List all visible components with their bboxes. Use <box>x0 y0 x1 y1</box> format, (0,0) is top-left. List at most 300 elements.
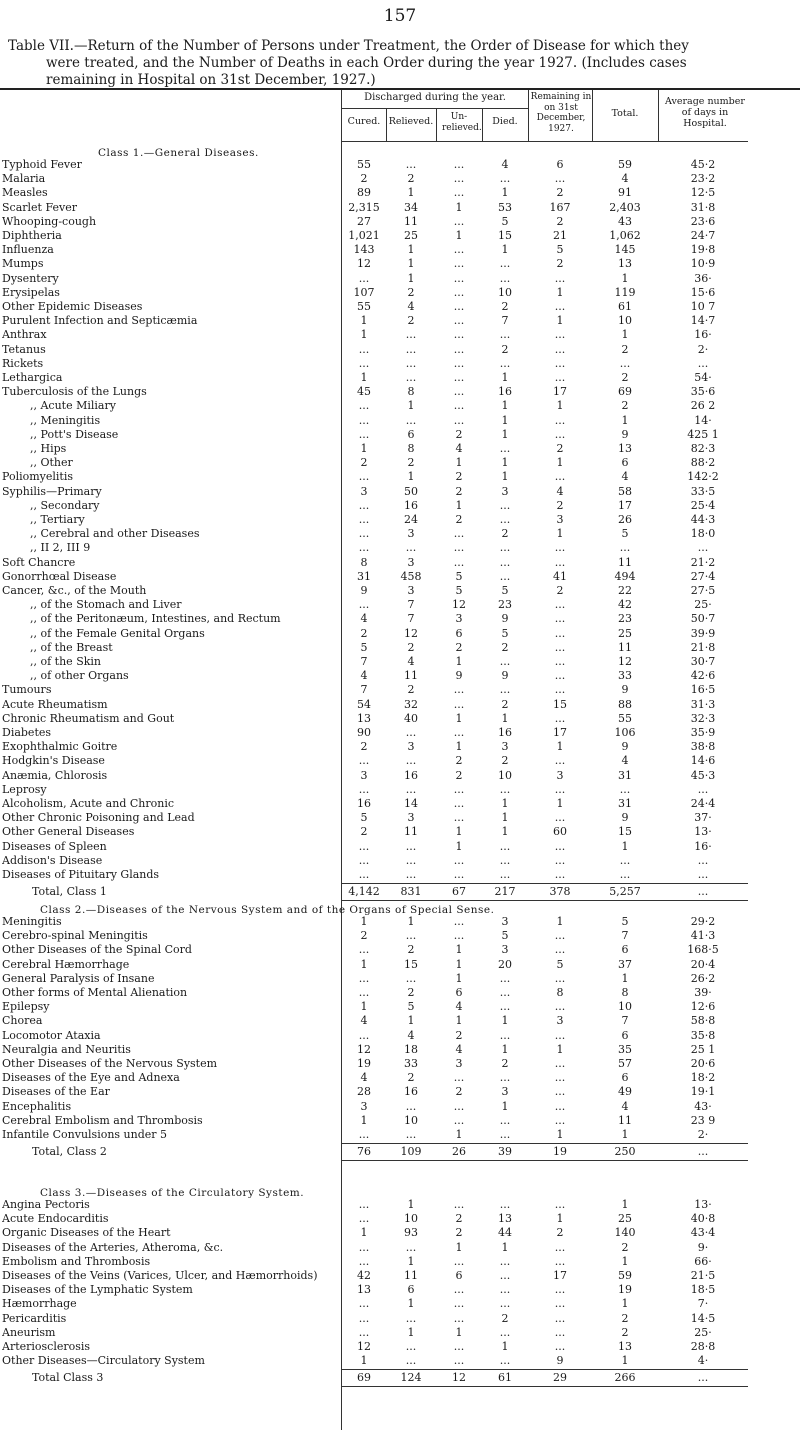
row-cell: ... <box>697 782 709 796</box>
row-cell: 31·8 <box>690 200 716 214</box>
row-cell: ... <box>697 868 709 881</box>
row-cell: 12 <box>618 655 632 668</box>
row-cell: 13 <box>498 1212 512 1226</box>
row-cell: ... <box>554 541 566 555</box>
row-cell: 10 7 <box>690 300 716 313</box>
row-cell: 1 <box>455 229 463 242</box>
row-cell: 2 <box>455 1085 463 1099</box>
row-cell: ... <box>499 782 511 796</box>
row-cell: 6 <box>556 158 564 171</box>
row-label: Embolism and Thrombosis <box>2 1254 151 1268</box>
row-cell: ... <box>499 1297 511 1311</box>
header-unrelieved: Un-relieved. <box>442 112 482 133</box>
table-row <box>0 343 800 357</box>
table-row <box>0 428 800 442</box>
class1-heading: Class 1.—General Diseases. <box>98 147 259 159</box>
row-cell: 6 <box>407 427 415 441</box>
row-cell: 2 <box>360 626 368 640</box>
row-cell: 10 <box>404 1212 418 1226</box>
row-cell: 7 <box>407 612 415 626</box>
header-bottom-rule <box>342 141 748 142</box>
col-rule-1 <box>386 109 387 141</box>
row-cell: 1 <box>455 957 463 971</box>
class2-end-rule <box>342 1160 748 1161</box>
table-row <box>0 1000 800 1014</box>
total-cell: 378 <box>549 885 571 899</box>
table-row <box>0 172 800 186</box>
row-cell: 9 <box>455 669 463 683</box>
row-cell: 25· <box>694 1325 712 1339</box>
row-cell: 1 <box>407 271 415 285</box>
row-cell: 88 <box>618 697 632 711</box>
row-cell: 59 <box>618 158 632 171</box>
row-cell: 44 <box>498 1226 512 1240</box>
row-cell: 1 <box>556 456 564 470</box>
row-cell: ... <box>499 328 511 342</box>
row-cell: ... <box>453 1354 465 1368</box>
row-cell: 13 <box>618 257 632 271</box>
row-cell: ... <box>358 839 370 853</box>
row-cell: 12 <box>452 598 466 612</box>
table-row <box>0 328 800 342</box>
table-row <box>0 1283 800 1297</box>
row-cell: 29·2 <box>690 915 716 928</box>
row-cell: ... <box>453 271 465 285</box>
row-label: Poliomyelitis <box>2 470 74 484</box>
row-cell: 1 <box>407 1325 415 1339</box>
row-cell: 19 <box>618 1283 632 1297</box>
row-cell: ... <box>499 1028 511 1042</box>
table-row <box>0 1128 800 1142</box>
row-cell: 5 <box>556 243 564 257</box>
row-cell: ... <box>499 569 511 583</box>
row-cell: 90 <box>357 726 371 739</box>
row-cell: ... <box>554 669 566 683</box>
row-label: Diseases of the Eye and Adnexa <box>2 1071 180 1085</box>
row-cell: 5 <box>621 915 629 928</box>
row-cell: 7 <box>360 683 368 697</box>
table-row <box>0 986 800 1000</box>
table-row <box>0 286 800 300</box>
row-cell: ... <box>453 683 465 697</box>
row-label: ,, Meningitis <box>30 413 101 427</box>
row-cell: 3 <box>556 513 564 526</box>
header-remaining: Remaining in on 31st December, 1927. <box>530 92 592 134</box>
row-cell: 1 <box>455 839 463 853</box>
row-cell: 23·6 <box>690 214 716 228</box>
row-label: ,, of other Organs <box>30 669 129 683</box>
row-cell: ... <box>499 1198 511 1211</box>
row-cell: 15 <box>498 229 512 242</box>
row-cell: 40 <box>404 711 418 725</box>
row-cell: ... <box>499 513 511 526</box>
row-cell: 3 <box>455 1057 463 1070</box>
row-cell: ... <box>554 929 566 943</box>
row-cell: 93 <box>404 1226 418 1240</box>
row-cell: 2 <box>501 754 509 768</box>
table-row <box>0 797 800 811</box>
row-cell: 35·8 <box>690 1028 716 1042</box>
row-cell: 6 <box>621 943 629 957</box>
row-cell: 1 <box>501 811 509 825</box>
row-cell: ... <box>499 1128 511 1141</box>
row-cell: 11 <box>404 669 418 683</box>
class1-end-rule <box>342 900 748 901</box>
row-cell: ... <box>453 853 465 867</box>
row-cell: ... <box>453 811 465 825</box>
row-cell: ... <box>358 513 370 526</box>
row-cell: 9· <box>697 1240 709 1254</box>
row-cell: ... <box>554 1099 566 1113</box>
row-cell: 11 <box>404 214 418 228</box>
row-cell: 17 <box>553 726 567 739</box>
row-cell: 19 <box>357 1057 371 1070</box>
row-label: Diseases of the Arteries, Atheroma, &c. <box>2 1240 224 1254</box>
row-cell: 2 <box>407 1071 415 1085</box>
row-cell: 2 <box>621 399 629 413</box>
row-cell: ... <box>554 172 566 186</box>
row-cell: 11 <box>618 555 632 569</box>
table-row <box>0 683 800 697</box>
row-cell: 1 <box>501 413 509 427</box>
row-cell: 32·3 <box>690 711 716 725</box>
row-cell: 26·2 <box>690 971 716 985</box>
row-cell: ... <box>358 541 370 555</box>
table-row <box>0 598 800 612</box>
row-cell: 4 <box>621 754 629 768</box>
row-cell: 5 <box>556 957 564 971</box>
class3-total-row <box>0 1371 800 1385</box>
row-cell: 9 <box>360 584 368 597</box>
row-cell: 1 <box>407 1014 415 1028</box>
row-cell: 6 <box>455 1269 463 1282</box>
row-cell: 3 <box>556 768 564 782</box>
row-cell: ... <box>554 1311 566 1325</box>
row-cell: 42 <box>618 598 632 612</box>
row-cell: 3 <box>501 1085 509 1099</box>
row-cell: 54· <box>694 371 712 384</box>
row-cell: 1 <box>501 243 509 257</box>
row-cell: 49 <box>618 1085 632 1099</box>
row-cell: 27·4 <box>690 569 716 583</box>
row-cell: ... <box>358 1198 370 1211</box>
row-cell: ... <box>554 1071 566 1085</box>
total-cell: 124 <box>400 1371 422 1385</box>
row-cell: 1 <box>407 1198 415 1211</box>
row-cell: 2 <box>360 172 368 186</box>
row-cell: ... <box>554 1240 566 1254</box>
row-cell: 28·8 <box>690 1340 716 1353</box>
row-cell: ... <box>358 943 370 957</box>
row-label: Other forms of Mental Alienation <box>2 986 188 999</box>
row-cell: 1 <box>501 1014 509 1028</box>
row-cell: 2 <box>407 285 415 299</box>
row-cell: 4 <box>455 442 463 455</box>
row-cell: 4 <box>360 669 368 683</box>
row-cell: 66· <box>694 1254 712 1268</box>
row-cell: ... <box>358 470 370 484</box>
row-cell: 1 <box>556 1042 564 1056</box>
row-cell: 143 <box>353 243 375 257</box>
row-cell: 89 <box>357 186 371 200</box>
row-cell: ... <box>405 371 417 384</box>
row-label: Gonorrhœal Disease <box>2 569 117 583</box>
row-cell: 4 <box>455 1000 463 1014</box>
table-row <box>0 1269 800 1283</box>
row-cell: ... <box>499 257 511 271</box>
row-cell: 26 2 <box>690 399 716 413</box>
col-rule-3 <box>482 109 483 141</box>
row-cell: 50·7 <box>690 612 716 626</box>
row-cell: 41·3 <box>690 929 716 943</box>
table-row <box>0 726 800 740</box>
total-cell: 39 <box>498 1145 512 1159</box>
table-row <box>0 1114 800 1128</box>
row-cell: 2 <box>556 257 564 271</box>
table-row <box>0 357 800 371</box>
row-cell: ... <box>405 1099 417 1113</box>
row-cell: 119 <box>614 285 636 299</box>
row-cell: ... <box>405 328 417 342</box>
row-cell: ... <box>358 1297 370 1311</box>
row-cell: 2 <box>407 943 415 957</box>
row-cell: 2 <box>501 527 509 541</box>
row-cell: 16 <box>404 768 418 782</box>
row-cell: 18·2 <box>690 1071 716 1085</box>
row-label: Other Diseases—Circulatory System <box>2 1354 205 1368</box>
row-cell: ... <box>358 1212 370 1226</box>
row-cell: 1 <box>407 399 415 413</box>
table-row <box>0 1085 800 1099</box>
page-number: 157 <box>383 6 417 26</box>
row-cell: 25·4 <box>690 498 716 512</box>
row-cell: 31 <box>618 797 632 810</box>
row-cell: 2 <box>621 1325 629 1339</box>
table-row <box>0 257 800 271</box>
row-cell: ... <box>453 186 465 200</box>
row-cell: ... <box>554 427 566 441</box>
row-cell: 1 <box>407 470 415 484</box>
row-cell: 1 <box>455 825 463 839</box>
row-cell: 1 <box>556 285 564 299</box>
row-cell: 6 <box>621 456 629 470</box>
row-cell: 1 <box>556 1212 564 1226</box>
row-cell: 17 <box>618 498 632 512</box>
row-cell: ... <box>358 271 370 285</box>
row-label: Tumours <box>2 683 52 697</box>
row-cell: ... <box>554 1297 566 1311</box>
table-row <box>0 1340 800 1354</box>
row-cell: 23 <box>498 598 512 612</box>
total-cell: 67 <box>452 885 466 899</box>
row-cell: 6 <box>407 1283 415 1297</box>
row-cell: 27 <box>357 214 371 228</box>
row-cell: 2 <box>407 683 415 697</box>
row-label: Exophthalmic Goitre <box>2 740 118 754</box>
row-cell: ... <box>499 986 511 999</box>
row-cell: 13 <box>618 1340 632 1353</box>
row-cell: 1 <box>360 1000 368 1014</box>
row-cell: 1 <box>407 915 415 928</box>
row-cell: 31 <box>357 569 371 583</box>
table-row <box>0 1297 800 1311</box>
table-row <box>0 570 800 584</box>
title-line-1: Table VII.—Return of the Number of Persons under Treatment, the Order of Disease for which they <box>8 38 689 54</box>
row-cell: ... <box>453 1099 465 1113</box>
row-cell: 3 <box>360 1099 368 1113</box>
class1-total-rule <box>342 883 748 884</box>
row-cell: 1 <box>407 186 415 200</box>
row-cell: ... <box>358 399 370 413</box>
row-cell: ... <box>554 300 566 313</box>
row-cell: 10·9 <box>690 257 716 271</box>
row-cell: 145 <box>614 243 636 257</box>
row-cell: ... <box>697 853 709 867</box>
row-cell: 69 <box>618 385 632 399</box>
row-label: Malaria <box>2 172 46 186</box>
row-cell: 16 <box>498 726 512 739</box>
row-cell: ... <box>619 356 631 370</box>
row-cell: 35·9 <box>690 726 716 739</box>
row-cell: 1 <box>501 186 509 200</box>
row-cell: ... <box>697 541 709 555</box>
row-cell: 1 <box>501 470 509 484</box>
row-cell: 35 <box>618 1042 632 1056</box>
row-label: Meningitis <box>2 915 62 928</box>
row-cell: 61 <box>618 300 632 313</box>
row-cell: 4· <box>697 1354 709 1368</box>
row-cell: 140 <box>614 1226 636 1240</box>
row-cell: 9 <box>556 1354 564 1368</box>
row-cell: ... <box>405 929 417 943</box>
row-cell: 8 <box>360 555 368 569</box>
row-cell: 1 <box>556 1128 564 1141</box>
row-cell: ... <box>554 1283 566 1297</box>
row-cell: 11 <box>404 825 418 839</box>
row-label: Tuberculosis of the Lungs <box>2 385 147 399</box>
row-cell: 1 <box>621 971 629 985</box>
row-cell: 2 <box>407 314 415 328</box>
row-cell: 168·5 <box>687 943 719 957</box>
row-cell: 2· <box>697 342 709 356</box>
row-cell: ... <box>405 782 417 796</box>
row-label: Hæmorrhage <box>2 1297 77 1311</box>
row-cell: ... <box>554 371 566 384</box>
row-cell: 21·5 <box>690 1269 716 1282</box>
row-cell: ... <box>453 527 465 541</box>
table-row <box>0 385 800 399</box>
row-cell: ... <box>554 943 566 957</box>
row-cell: ... <box>619 782 631 796</box>
row-label: Diphtheria <box>2 229 62 242</box>
row-label: Scarlet Fever <box>2 200 77 214</box>
row-label: Acute Rheumatism <box>2 697 108 711</box>
row-cell: ... <box>697 356 709 370</box>
row-cell: 58 <box>618 484 632 498</box>
row-label: Dysentery <box>2 271 59 285</box>
title-line-2: were treated, and the Number of Deaths in each Order during the year 1927. (Includes cases <box>46 55 687 71</box>
row-cell: 91 <box>618 186 632 200</box>
row-cell: ... <box>499 498 511 512</box>
table-row <box>0 854 800 868</box>
row-cell: 3 <box>501 915 509 928</box>
row-label: Cancer, &c., of the Mouth <box>2 584 147 597</box>
row-cell: ... <box>554 555 566 569</box>
row-cell: 2 <box>621 1240 629 1254</box>
row-cell: 11 <box>618 640 632 654</box>
row-cell: 7· <box>697 1297 709 1311</box>
row-cell: 7 <box>407 598 415 612</box>
row-cell: ... <box>499 1325 511 1339</box>
row-cell: 5 <box>407 1000 415 1014</box>
row-label: Diseases of the Ear <box>2 1085 110 1099</box>
class3-total-rule <box>342 1369 748 1370</box>
row-label: Influenza <box>2 243 54 257</box>
class3-end-rule <box>342 1386 748 1387</box>
row-label: Other Diseases of the Spinal Cord <box>2 943 192 957</box>
total-cell: 4,142 <box>348 885 380 899</box>
row-cell: 12 <box>357 257 371 271</box>
row-cell: 1 <box>455 1325 463 1339</box>
row-cell: ... <box>453 1254 465 1268</box>
row-cell: 2 <box>501 342 509 356</box>
row-cell: 14·7 <box>690 314 716 328</box>
table-row <box>0 1354 800 1368</box>
row-cell: ... <box>453 399 465 413</box>
row-cell: 18·5 <box>690 1283 716 1297</box>
row-cell: 1 <box>360 314 368 328</box>
row-cell: 12·6 <box>690 1000 716 1014</box>
row-cell: 26 <box>618 513 632 526</box>
row-cell: 14·6 <box>690 754 716 768</box>
row-cell: 1 <box>360 1354 368 1368</box>
row-cell: 42·6 <box>690 669 716 683</box>
table-row <box>0 1241 800 1255</box>
row-cell: ... <box>554 1085 566 1099</box>
class2-heading: Class 2.—Diseases of the Nervous System and of the Organs of Special Sense. <box>40 904 495 916</box>
row-cell: ... <box>453 328 465 342</box>
row-cell: 1 <box>501 1340 509 1353</box>
row-cell: 37 <box>618 957 632 971</box>
total-cell: ... <box>697 1145 709 1159</box>
row-label: ,, Acute Miliary <box>30 399 116 413</box>
table-row <box>0 371 800 385</box>
row-cell: ... <box>405 726 417 739</box>
table-row <box>0 1043 800 1057</box>
row-cell: ... <box>554 811 566 825</box>
row-cell: 4 <box>621 470 629 484</box>
row-cell: ... <box>554 328 566 342</box>
row-cell: 2 <box>501 697 509 711</box>
col-rule-2 <box>436 109 437 141</box>
row-cell: ... <box>453 257 465 271</box>
row-label: ,, of the Peritonæum, Intestines, and Rectum <box>30 612 281 626</box>
row-cell: 2 <box>621 371 629 384</box>
row-cell: 25 <box>618 626 632 640</box>
row-cell: ... <box>499 1000 511 1014</box>
row-cell: 27·5 <box>690 584 716 597</box>
row-label: Lethargica <box>2 371 63 384</box>
row-label: Erysipelas <box>2 285 60 299</box>
row-cell: 55 <box>357 158 371 171</box>
row-cell: ... <box>358 427 370 441</box>
row-cell: 5 <box>360 811 368 825</box>
row-cell: 4 <box>407 300 415 313</box>
total-label: Total, Class 2 <box>32 1145 107 1159</box>
row-cell: 16 <box>357 797 371 810</box>
row-cell: ... <box>453 172 465 186</box>
table-row <box>0 527 800 541</box>
